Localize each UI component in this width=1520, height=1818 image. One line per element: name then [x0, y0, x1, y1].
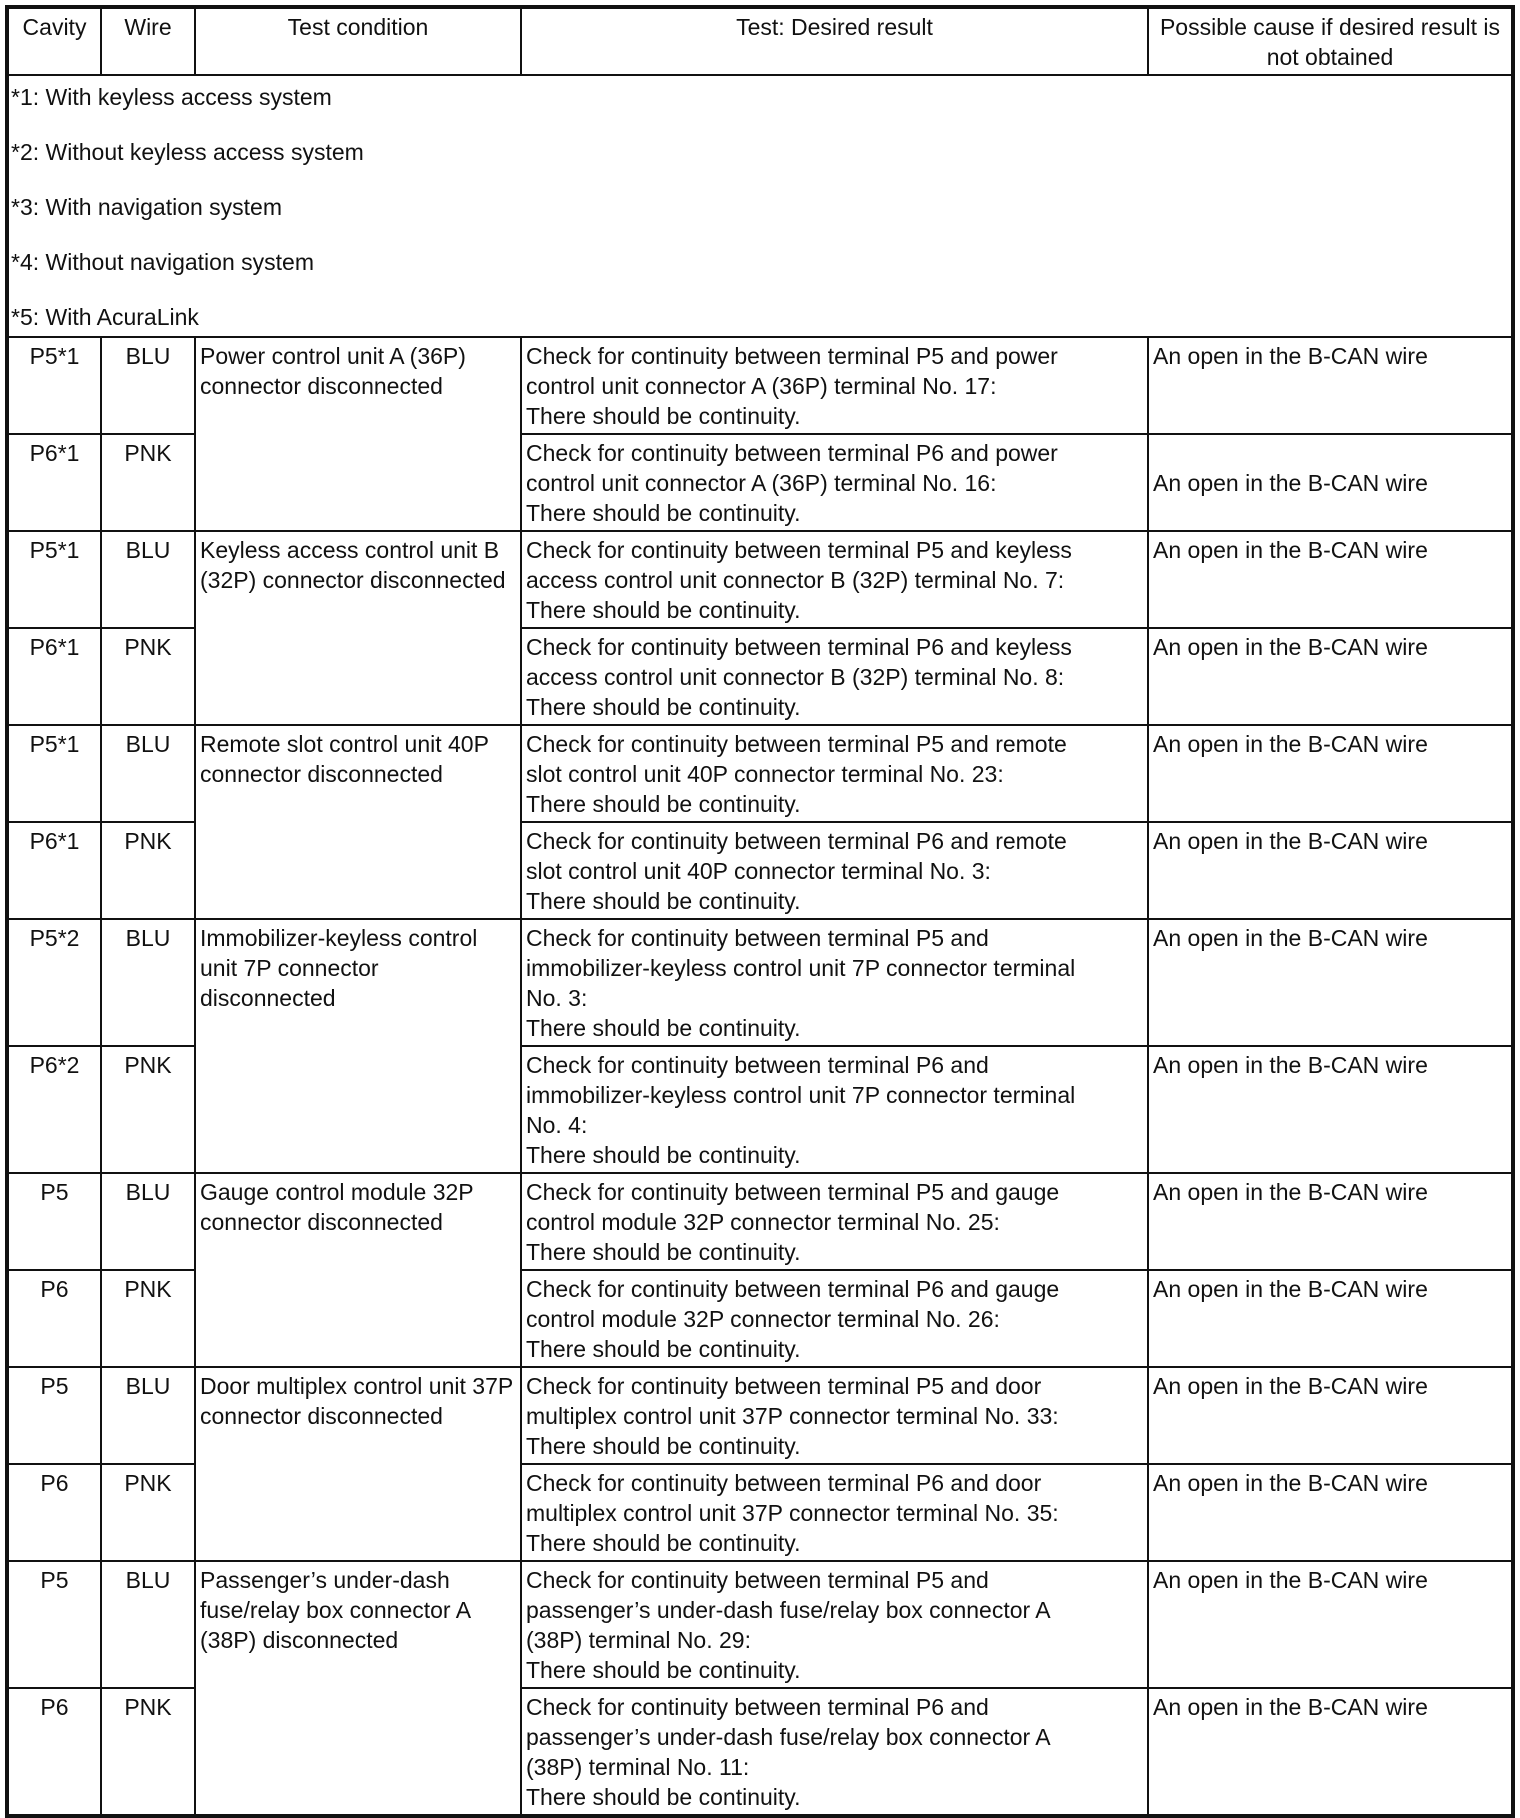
cavity-cell: P5: [7, 1173, 101, 1270]
cavity-cell: P6*2: [7, 1046, 101, 1173]
test-condition-cell: Gauge control module 32P connector disconnected: [195, 1173, 521, 1367]
possible-cause-cell: An open in the B-CAN wire: [1148, 822, 1513, 919]
test-condition-cell: Door multiplex control unit 37P connector disconnected: [195, 1367, 521, 1561]
possible-cause-cell: An open in the B-CAN wire: [1148, 628, 1513, 725]
notes-row: [7, 75, 1513, 337]
possible-cause-cell: An open in the B-CAN wire: [1148, 337, 1513, 434]
cavity-cell: P6*1: [7, 628, 101, 725]
cavity-cell: P5*2: [7, 919, 101, 1046]
desired-result-cell: Check for continuity between terminal P6 and keyless access control unit connector B (32P) terminal No. 8: There should be continuity.: [521, 628, 1148, 725]
table-row: [7, 1173, 1513, 1270]
test-condition-cell: Power control unit A (36P) connector disconnected: [195, 337, 521, 531]
header-cavity: Cavity: [7, 7, 101, 75]
table-row: [7, 1367, 1513, 1464]
footnote: *3: With navigation system: [11, 194, 283, 220]
test-condition-cell: Keyless access control unit B (32P) connector disconnected: [195, 531, 521, 725]
possible-cause-cell: An open in the B-CAN wire: [1148, 919, 1513, 1046]
desired-result-cell: Check for continuity between terminal P5 and immobilizer-keyless control unit 7P connector terminal No. 3: There should be continuity.: [521, 919, 1148, 1046]
desired-result-cell: Check for continuity between terminal P5 and gauge control module 32P connector terminal No. 25: There should be continuity.: [521, 1173, 1148, 1270]
possible-cause-cell: An open in the B-CAN wire: [1148, 1046, 1513, 1173]
desired-result-cell: Check for continuity between terminal P5 and power control unit connector A (36P) terminal No. 17: There should be continuity.: [521, 337, 1148, 434]
possible-cause-cell: An open in the B-CAN wire: [1148, 1367, 1513, 1464]
desired-result-cell: Check for continuity between terminal P5 and door multiplex control unit 37P connector terminal No. 33: There should be continuity.: [521, 1367, 1148, 1464]
wire-color-cell: PNK: [101, 1046, 195, 1173]
wire-color-cell: BLU: [101, 1173, 195, 1270]
cavity-cell: P5*1: [7, 531, 101, 628]
possible-cause-cell: An open in the B-CAN wire: [1148, 1464, 1513, 1561]
cavity-cell: P5*1: [7, 725, 101, 822]
wire-color-cell: BLU: [101, 1561, 195, 1688]
wire-color-cell: BLU: [101, 1367, 195, 1464]
possible-cause-cell: An open in the B-CAN wire: [1148, 725, 1513, 822]
continuity-test-table: [5, 5, 1515, 1818]
possible-cause-cell: An open in the B-CAN wire: [1148, 1561, 1513, 1688]
wire-color-cell: PNK: [101, 1464, 195, 1561]
wire-color-cell: BLU: [101, 337, 195, 434]
cavity-cell: P5: [7, 1561, 101, 1688]
table-row: [7, 531, 1513, 628]
wire-color-cell: BLU: [101, 725, 195, 822]
test-condition-cell: Immobilizer-keyless control unit 7P connector disconnected: [195, 919, 521, 1173]
cavity-cell: P6*1: [7, 822, 101, 919]
cavity-cell: P6*1: [7, 434, 101, 531]
desired-result-cell: Check for continuity between terminal P6 and immobilizer-keyless control unit 7P connector terminal No. 4: There should be continuity.: [521, 1046, 1148, 1173]
cavity-cell: P5*1: [7, 337, 101, 434]
wire-color-cell: BLU: [101, 531, 195, 628]
desired-result-cell: Check for continuity between terminal P5 and remote slot control unit 40P connector terminal No. 23: There should be continuity.: [521, 725, 1148, 822]
desired-result-cell: Check for continuity between terminal P5 and passenger’s under-dash fuse/relay box connector A (38P) terminal No. 29: There should be continuity.: [521, 1561, 1148, 1688]
footnote: *4: Without navigation system: [11, 249, 314, 275]
cavity-cell: P6: [7, 1688, 101, 1816]
header-test-condition: Test condition: [195, 7, 521, 75]
table-row: [7, 1561, 1513, 1688]
footnote: *5: With AcuraLink: [11, 304, 199, 330]
footnote: *1: With keyless access system: [11, 84, 332, 110]
wire-color-cell: PNK: [101, 1270, 195, 1367]
desired-result-cell: Check for continuity between terminal P5 and keyless access control unit connector B (32P) terminal No. 7: There should be continuity.: [521, 531, 1148, 628]
cavity-cell: P5: [7, 1367, 101, 1464]
desired-result-cell: Check for continuity between terminal P6 and remote slot control unit 40P connector terminal No. 3: There should be continuity.: [521, 822, 1148, 919]
possible-cause-cell: An open in the B-CAN wire: [1148, 531, 1513, 628]
wire-color-cell: PNK: [101, 1688, 195, 1816]
header-possible-cause: Possible cause if desired result is not obtained: [1148, 7, 1513, 75]
possible-cause-cell: An open in the B-CAN wire: [1148, 1173, 1513, 1270]
desired-result-cell: Check for continuity between terminal P6 and door multiplex control unit 37P connector terminal No. 35: There should be continuity.: [521, 1464, 1148, 1561]
desired-result-cell: Check for continuity between terminal P6 and power control unit connector A (36P) terminal No. 16: There should be continuity.: [521, 434, 1148, 531]
wire-color-cell: PNK: [101, 822, 195, 919]
possible-cause-cell: An open in the B-CAN wire: [1148, 1688, 1513, 1816]
header-row: [7, 7, 1513, 75]
possible-cause-cell: An open in the B-CAN wire: [1148, 1270, 1513, 1367]
cavity-cell: P6: [7, 1464, 101, 1561]
notes-cell: [7, 75, 1513, 337]
desired-result-cell: Check for continuity between terminal P6 and passenger’s under-dash fuse/relay box connector A (38P) terminal No. 11: There should be continuity.: [521, 1688, 1148, 1816]
header-wire: Wire: [101, 7, 195, 75]
possible-cause-cell: An open in the B-CAN wire: [1148, 434, 1513, 531]
cavity-cell: P6: [7, 1270, 101, 1367]
wire-color-cell: BLU: [101, 919, 195, 1046]
table-row: [7, 919, 1513, 1046]
footnote: *2: Without keyless access system: [11, 139, 364, 165]
header-desired-result: Test: Desired result: [521, 7, 1148, 75]
document-page: [5, 5, 1511, 1810]
wire-color-cell: PNK: [101, 434, 195, 531]
test-condition-cell: Remote slot control unit 40P connector disconnected: [195, 725, 521, 919]
wire-color-cell: PNK: [101, 628, 195, 725]
test-condition-cell: Passenger’s under-dash fuse/relay box connector A (38P) disconnected: [195, 1561, 521, 1816]
table-row: [7, 725, 1513, 822]
table-row: [7, 337, 1513, 434]
desired-result-cell: Check for continuity between terminal P6 and gauge control module 32P connector terminal No. 26: There should be continuity.: [521, 1270, 1148, 1367]
